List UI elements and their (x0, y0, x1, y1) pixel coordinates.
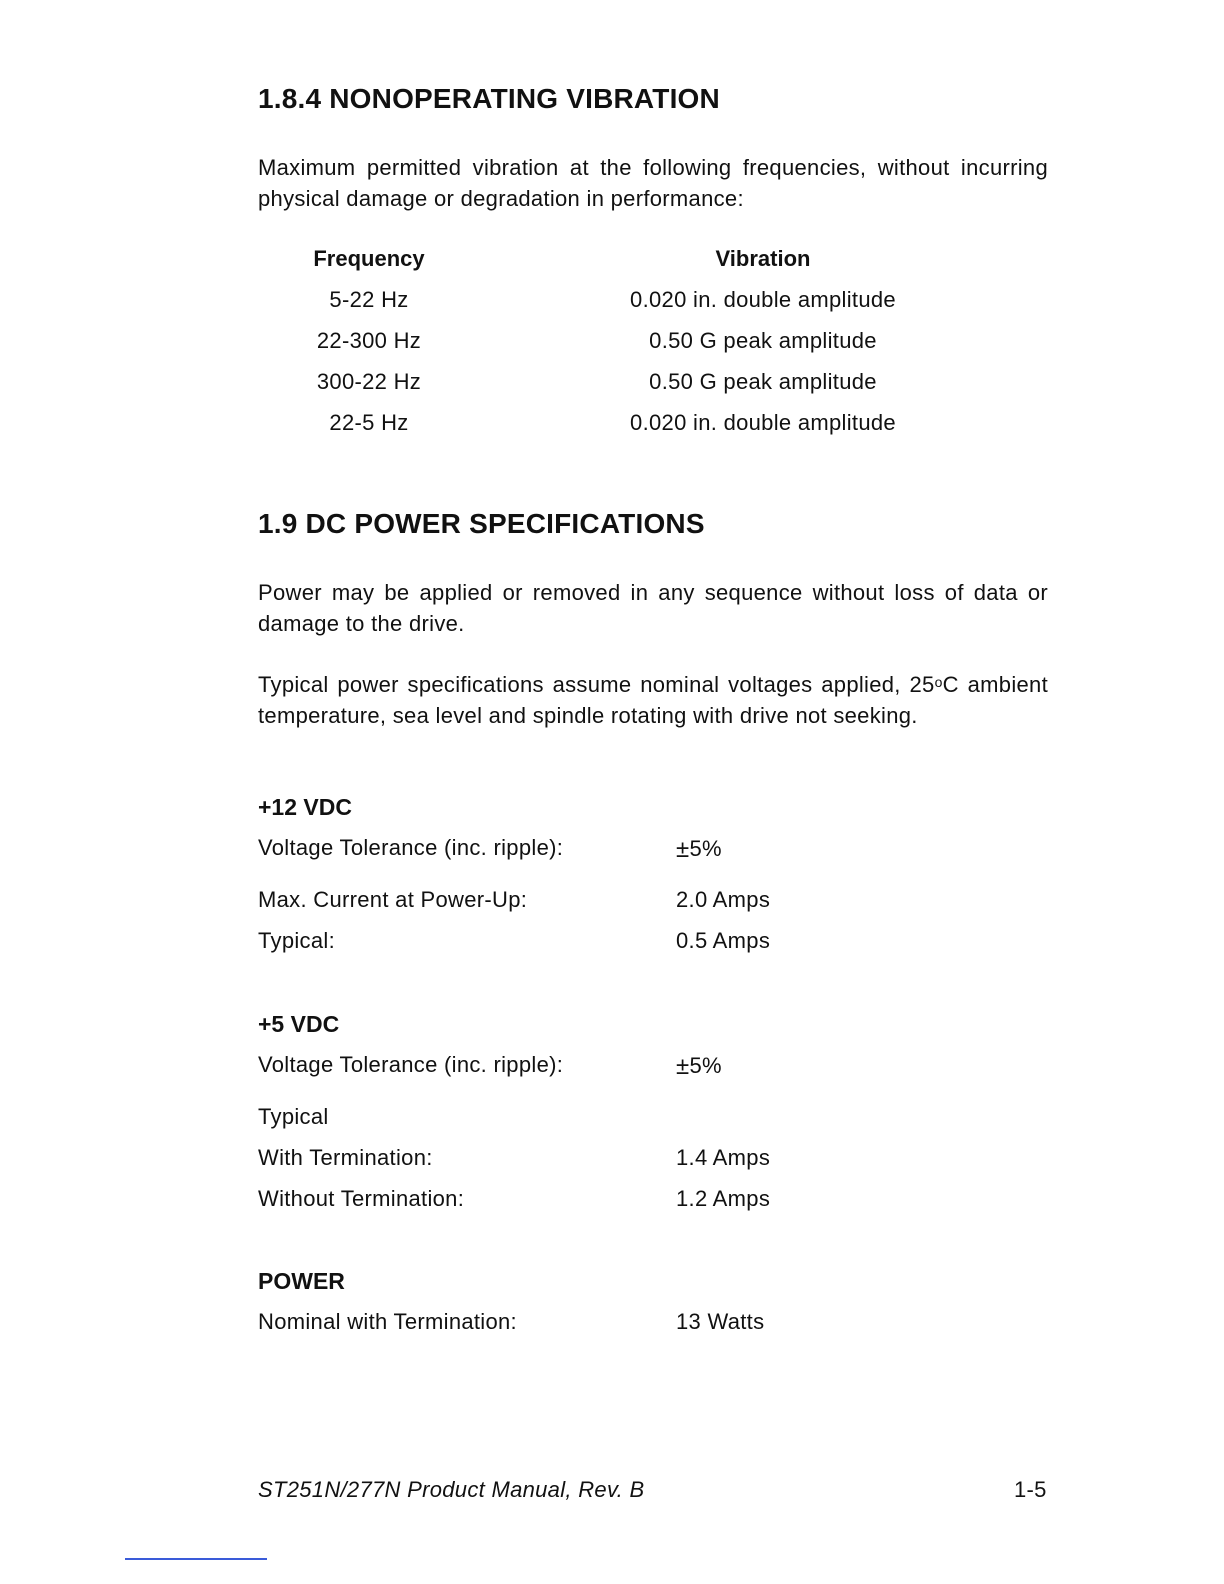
spec-label-voltage-tolerance: Voltage Tolerance (inc. ripple): (258, 835, 564, 860)
spec-value-without-termination: 1.2 Amps (676, 1186, 771, 1211)
table-cell-vibration: 0.020 in. double amplitude (630, 287, 896, 312)
table-cell-vibration: 0.020 in. double amplitude (630, 410, 896, 435)
scan-edge-line (125, 1558, 267, 1560)
footer-page-number: 1-5 (1014, 1477, 1047, 1502)
spec-label-typical: Typical: (258, 928, 335, 953)
tolerance-percent: 5% (689, 1053, 722, 1078)
table-header-vibration: Vibration (715, 246, 811, 271)
degree-superscript: o (934, 674, 943, 690)
table-cell-frequency: 22-300 Hz (316, 328, 422, 353)
subheading-5vdc: +5 VDC (258, 1011, 340, 1037)
spec-value-with-termination: 1.4 Amps (676, 1145, 771, 1170)
spec-label-without-termination: Without Termination: (258, 1186, 465, 1211)
spec-value-max-current: 2.0 Amps (676, 887, 771, 912)
spec-value-voltage-tolerance (676, 1052, 722, 1080)
table-header-frequency: Frequency (313, 246, 425, 271)
spec-label-with-termination: With Termination: (258, 1145, 433, 1170)
spec-value-voltage-tolerance (676, 835, 722, 863)
table-cell-frequency: 5-22 Hz (329, 287, 409, 312)
footer-manual-title: ST251N/277N Product Manual, Rev. B (258, 1477, 645, 1502)
plus-minus-symbol: ± (676, 836, 690, 863)
table-cell-frequency: 300-22 Hz (316, 369, 422, 394)
spec-value-nominal-power: 13 Watts (676, 1309, 765, 1334)
table-cell-frequency: 22-5 Hz (329, 410, 409, 435)
section-heading-dc-power: 1.9 DC POWER SPECIFICATIONS (258, 508, 705, 539)
spec-label-typical: Typical (258, 1104, 329, 1129)
subheading-12vdc: +12 VDC (258, 794, 352, 820)
spec-label-nominal-power: Nominal with Termination: (258, 1309, 517, 1334)
typical-power-text-end: C ambient temperature, sea level and spindle rotating with drive not seeking. (258, 672, 1048, 728)
spec-label-max-current: Max. Current at Power-Up: (258, 887, 528, 912)
plus-minus-symbol: ± (676, 1053, 690, 1080)
vibration-intro-paragraph: Maximum permitted vibration at the following frequencies, without incurring physical damage or degradation in performance: (258, 155, 1048, 211)
subheading-power: POWER (258, 1268, 345, 1294)
tolerance-percent: 5% (689, 836, 722, 861)
spec-value-typical: 0.5 Amps (676, 928, 771, 953)
spec-label-voltage-tolerance: Voltage Tolerance (inc. ripple): (258, 1052, 564, 1077)
table-cell-vibration: 0.50 G peak amplitude (649, 369, 877, 394)
power-sequence-paragraph: Power may be applied or removed in any sequence without loss of data or damage to the drive. (258, 580, 1048, 636)
section-heading-nonoperating-vibration: 1.8.4 NONOPERATING VIBRATION (258, 83, 720, 114)
table-cell-vibration: 0.50 G peak amplitude (649, 328, 877, 353)
typical-power-paragraph (258, 669, 1048, 731)
typical-power-text-start: Typical power specifications assume nominal voltages applied, 25 (258, 672, 935, 697)
